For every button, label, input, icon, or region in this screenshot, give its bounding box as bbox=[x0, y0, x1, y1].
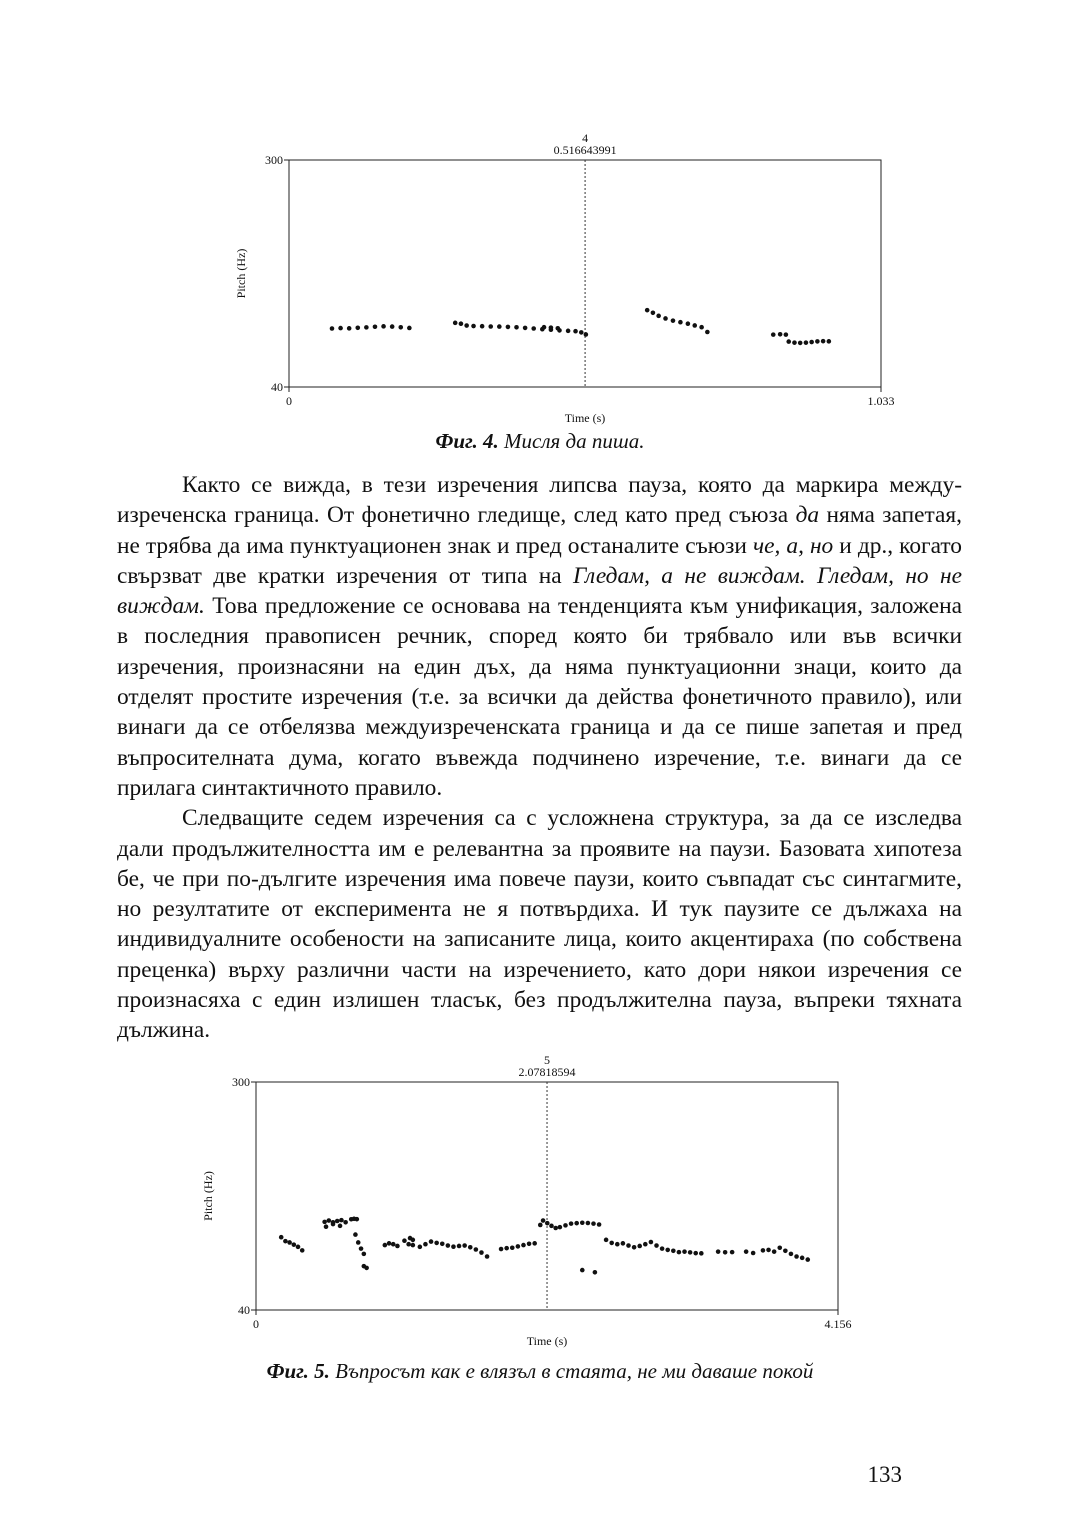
pitch-point bbox=[593, 1270, 598, 1275]
x-tick-label: 0 bbox=[253, 1317, 259, 1331]
pitch-point bbox=[786, 339, 791, 344]
pitch-point bbox=[471, 324, 476, 329]
x-axis-label: Time (s) bbox=[564, 411, 606, 425]
text-run: няма запетая, не трябва да има пунктуационен знак и пред останалите съюзи bbox=[117, 502, 962, 559]
x-tick-label: 4.156 bbox=[824, 1317, 852, 1331]
pitch-point bbox=[514, 325, 519, 330]
pitch-point bbox=[541, 1218, 546, 1223]
pitch-point bbox=[705, 330, 710, 335]
text-run: и др., когато свързват две кратки изречения от типа на bbox=[117, 532, 963, 589]
pitch-point bbox=[678, 320, 683, 325]
pitch-point bbox=[457, 1244, 462, 1249]
pitch-point bbox=[364, 1266, 369, 1271]
pitch-point bbox=[804, 340, 809, 345]
pitch-point bbox=[402, 1238, 407, 1243]
body-text bbox=[117, 470, 962, 1046]
pitch-point bbox=[391, 1242, 396, 1247]
y-tick-label: 300 bbox=[232, 1075, 250, 1089]
italic-run: да bbox=[795, 502, 820, 529]
y-axis-label: Pitch (Hz) bbox=[234, 248, 248, 299]
pitch-point bbox=[671, 318, 676, 323]
pitch-point bbox=[446, 1243, 451, 1248]
pitch-point bbox=[772, 1249, 777, 1254]
italic-run: Гледам, а не виждам. Гледам, но не виждам. bbox=[117, 562, 962, 620]
pitch-point bbox=[300, 1248, 305, 1253]
pitch-point bbox=[645, 308, 650, 313]
pitch-point bbox=[523, 326, 528, 331]
pitch-point bbox=[453, 321, 458, 326]
pitch-point bbox=[827, 339, 832, 344]
italic-run: че, а, но bbox=[752, 532, 834, 559]
pitch-chart-fig4 bbox=[0, 0, 1080, 430]
pitch-point bbox=[459, 321, 464, 326]
pitch-point bbox=[324, 1224, 329, 1229]
pitch-point bbox=[626, 1243, 631, 1248]
pitch-point bbox=[423, 1242, 428, 1247]
pitch-point bbox=[771, 332, 776, 337]
pitch-point bbox=[699, 325, 704, 330]
pitch-point bbox=[429, 1239, 434, 1244]
pitch-point bbox=[488, 324, 493, 329]
pitch-point bbox=[692, 323, 697, 328]
pitch-point bbox=[637, 1244, 642, 1249]
pitch-point bbox=[580, 1220, 585, 1225]
pitch-point bbox=[549, 1224, 554, 1229]
pitch-point bbox=[615, 1242, 620, 1247]
pitch-point bbox=[744, 1249, 749, 1254]
pitch-point bbox=[784, 332, 789, 337]
pitch-point bbox=[656, 314, 661, 319]
pitch-point bbox=[411, 1238, 416, 1243]
pitch-point bbox=[716, 1249, 721, 1254]
pitch-point bbox=[584, 332, 589, 337]
pitch-point bbox=[649, 1240, 654, 1245]
pitch-point bbox=[411, 1243, 416, 1248]
pitch-point bbox=[406, 1242, 411, 1247]
pitch-point bbox=[621, 1241, 626, 1246]
pitch-point bbox=[555, 326, 560, 331]
pitch-point bbox=[499, 1247, 504, 1252]
x-axis-label: Time (s) bbox=[526, 1334, 568, 1348]
pitch-point bbox=[665, 1248, 670, 1253]
pitch-point bbox=[527, 1241, 532, 1246]
pitch-point bbox=[283, 1239, 288, 1244]
pitch-point bbox=[569, 1221, 574, 1226]
pitch-point bbox=[558, 1225, 563, 1230]
pitch-chart-fig5 bbox=[0, 1030, 1080, 1360]
y-axis-label: Pitch (Hz) bbox=[201, 1171, 215, 1221]
pitch-point bbox=[468, 1245, 473, 1250]
pitch-point bbox=[671, 1249, 676, 1254]
pitch-point bbox=[660, 1246, 665, 1251]
pitch-point bbox=[331, 1222, 336, 1227]
pitch-point bbox=[287, 1240, 292, 1245]
pitch-point bbox=[597, 1222, 602, 1227]
pitch-point bbox=[327, 1218, 332, 1223]
pitch-point bbox=[677, 1250, 682, 1255]
pitch-point bbox=[580, 1268, 585, 1273]
pitch-point bbox=[407, 326, 412, 331]
pitch-point bbox=[792, 340, 797, 345]
figure-4-caption-label: Фиг. 4. bbox=[435, 429, 499, 453]
pitch-point bbox=[693, 1251, 698, 1256]
cursor-time-label: 2.07818594 bbox=[518, 1065, 576, 1079]
pitch-point bbox=[586, 1221, 591, 1226]
text-run: Това предложение се основава на тенденцията към унификация, заложена в последния правописен речник, според която би трябвало или във всички изречения, произнасяни на един дъх, да няма пунктуационни знаци, които да отделят простите изречения (т.е. за всички да действа фонетичното правило), или винаги да се отбелязва междуизреченската граница и да се пише запетая и пред въпросителната дума, когато въвежда подчинено изречение, т.е. винаги да се прилага синтактичното правило. bbox=[117, 593, 962, 801]
pitch-point bbox=[339, 1218, 344, 1223]
x-tick-label: 1.033 bbox=[867, 394, 895, 408]
pitch-point bbox=[809, 340, 814, 345]
pitch-point bbox=[545, 1221, 550, 1226]
text-run: Както се вижда, в тези изречения липсва пауза, която да маркира междуизреченска граница. От фонетично гледище, след като пред съюза bbox=[117, 472, 962, 529]
pitch-point bbox=[381, 324, 386, 329]
pitch-point bbox=[798, 341, 803, 346]
pitch-point bbox=[800, 1256, 805, 1261]
figure-5-caption-label: Фиг. 5. bbox=[266, 1359, 330, 1383]
pitch-point bbox=[688, 1250, 693, 1255]
pitch-point bbox=[497, 324, 502, 329]
pitch-point bbox=[359, 1246, 364, 1251]
pitch-point bbox=[395, 1244, 400, 1249]
pitch-point bbox=[353, 1232, 358, 1237]
pitch-point bbox=[651, 310, 656, 315]
pitch-point bbox=[761, 1248, 766, 1253]
pitch-point bbox=[663, 316, 668, 321]
pitch-point bbox=[751, 1251, 756, 1256]
pitch-point bbox=[730, 1250, 735, 1255]
pitch-point bbox=[504, 1246, 509, 1251]
pitch-point bbox=[373, 324, 378, 329]
y-tick-label: 300 bbox=[265, 153, 283, 167]
pitch-point bbox=[549, 325, 554, 330]
pitch-point bbox=[362, 1252, 367, 1257]
pitch-point bbox=[464, 323, 469, 328]
pitch-point bbox=[805, 1257, 810, 1262]
pitch-point bbox=[347, 326, 352, 331]
pitch-point bbox=[355, 1217, 360, 1222]
pitch-point bbox=[699, 1251, 704, 1256]
pitch-point bbox=[654, 1243, 659, 1248]
pitch-point bbox=[766, 1248, 771, 1253]
pitch-point bbox=[462, 1243, 467, 1248]
pitch-point bbox=[434, 1241, 439, 1246]
text-run: Следващите седем изречения са с усложнена структура, за да се изследва дали продължителността им е релевантна за проявите на паузи. Базовата хипотеза бе, че при по-дългите изречения има повече паузи, които съвпадат със синтагмите, но резултатите от експеримента не я потвърдиха. И тук паузите се дължаха на индивидуалните особености на записаните лица, които акцентираха (по собствена преценка) върху различни части на изречението, като дори някои изречения се произнасяха с един излишен тласък, без продължителна пауза, въпреки тяхната дължина. bbox=[117, 805, 962, 1044]
figure-5 bbox=[0, 1030, 1080, 1360]
pitch-point bbox=[609, 1241, 614, 1246]
pitch-point bbox=[355, 326, 360, 331]
pitch-point bbox=[723, 1250, 728, 1255]
pitch-point bbox=[778, 332, 783, 337]
pitch-point bbox=[479, 1250, 484, 1255]
pitch-point bbox=[474, 1247, 479, 1252]
pitch-point bbox=[632, 1245, 637, 1250]
figure-4-caption bbox=[0, 429, 1080, 454]
pitch-point bbox=[643, 1242, 648, 1247]
pitch-point bbox=[451, 1244, 456, 1249]
pitch-point bbox=[387, 1241, 392, 1246]
pitch-point bbox=[330, 326, 335, 331]
pitch-point bbox=[279, 1235, 284, 1240]
pitch-point bbox=[794, 1254, 799, 1259]
pitch-point bbox=[292, 1242, 297, 1247]
pitch-point bbox=[356, 1240, 361, 1245]
pitch-point bbox=[338, 326, 343, 331]
pitch-point bbox=[542, 325, 547, 330]
pitch-point bbox=[516, 1244, 521, 1249]
pitch-point bbox=[296, 1245, 301, 1250]
pitch-point bbox=[566, 329, 571, 334]
x-tick-label: 0 bbox=[286, 394, 292, 408]
pitch-point bbox=[338, 1224, 343, 1229]
pitch-point bbox=[591, 1221, 596, 1226]
y-tick-label: 40 bbox=[271, 380, 283, 394]
figure-5-caption-text: Въпросът как е влязъл в стаята, не ми даваше покой bbox=[335, 1359, 814, 1383]
pitch-point bbox=[531, 326, 536, 331]
pitch-point bbox=[510, 1245, 515, 1250]
pitch-point bbox=[322, 1220, 327, 1225]
pitch-point bbox=[343, 1220, 348, 1225]
pitch-point bbox=[815, 339, 820, 344]
paragraph-1 bbox=[117, 470, 962, 803]
pitch-point bbox=[682, 1249, 687, 1254]
pitch-point bbox=[538, 1223, 543, 1228]
pitch-point bbox=[579, 330, 584, 335]
figure-5-caption bbox=[0, 1359, 1080, 1384]
pitch-point bbox=[506, 325, 511, 330]
pitch-point bbox=[521, 1243, 526, 1248]
pitch-point bbox=[335, 1219, 340, 1224]
pitch-point bbox=[777, 1245, 782, 1250]
figure-4-caption-text: Мисля да пиша. bbox=[504, 429, 645, 453]
paragraph-2 bbox=[117, 803, 962, 1045]
pitch-point bbox=[686, 321, 691, 326]
pitch-point bbox=[383, 1243, 388, 1248]
pitch-point bbox=[398, 325, 403, 330]
pitch-point bbox=[604, 1238, 609, 1243]
pitch-point bbox=[573, 329, 578, 334]
y-tick-label: 40 bbox=[238, 1303, 250, 1317]
cursor-time-label: 0.516643991 bbox=[553, 143, 617, 157]
pitch-point bbox=[783, 1249, 788, 1254]
page-number: 133 bbox=[867, 1462, 902, 1487]
figure-4 bbox=[0, 0, 1080, 430]
pitch-point bbox=[789, 1252, 794, 1257]
cursor-index-label: 5 bbox=[544, 1053, 551, 1067]
pitch-point bbox=[364, 325, 369, 330]
pitch-point bbox=[821, 339, 826, 344]
pitch-point bbox=[532, 1241, 537, 1246]
pitch-point bbox=[574, 1221, 579, 1226]
pitch-point bbox=[553, 1226, 558, 1231]
pitch-point bbox=[418, 1245, 423, 1250]
pitch-point bbox=[563, 1223, 568, 1228]
pitch-point bbox=[485, 1254, 490, 1259]
pitch-point bbox=[440, 1241, 445, 1246]
pitch-point bbox=[480, 324, 485, 329]
pitch-point bbox=[390, 324, 395, 329]
cursor-index-label: 4 bbox=[582, 131, 589, 145]
